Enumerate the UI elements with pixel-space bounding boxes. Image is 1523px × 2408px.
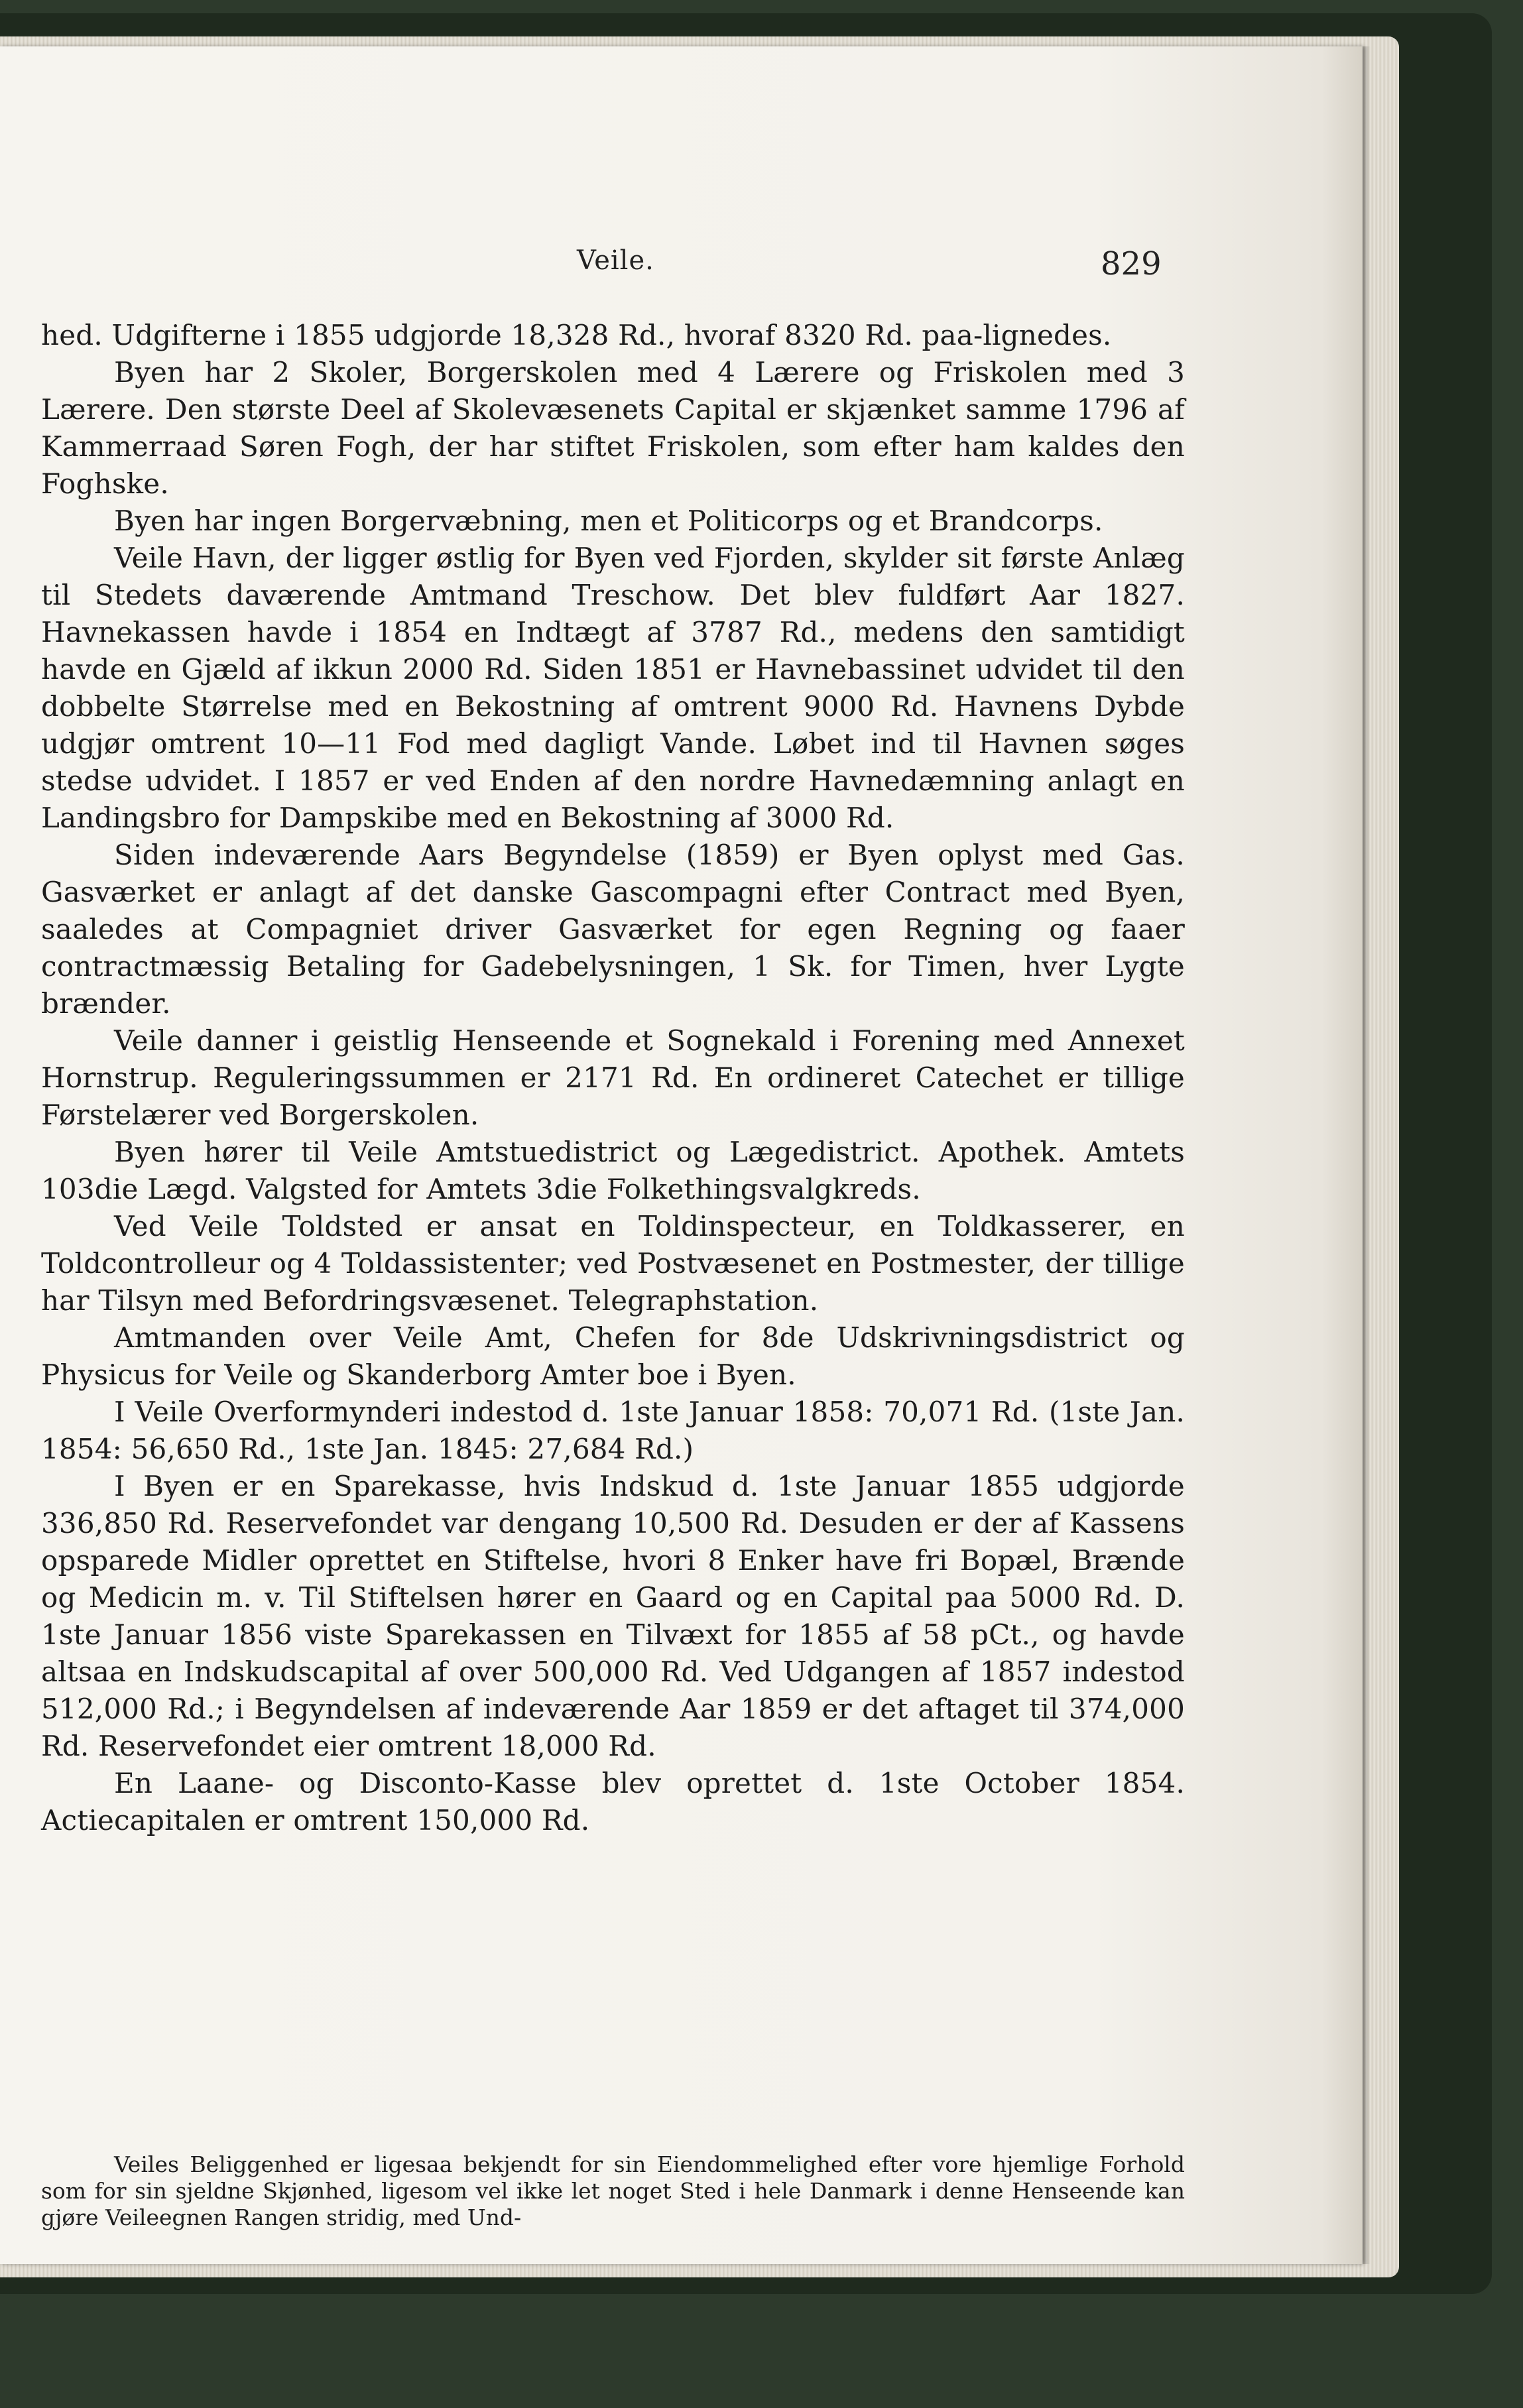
paragraph: Byen hører til Veile Amtstuedistrict og Lægedistrict. Apothek. Amtets 103die Lægd. Valgsted for Amtets 3die Folkethingsvalgkreds. <box>41 1136 1185 1205</box>
body-text <box>41 317 1185 1839</box>
paragraph: Veile danner i geistlig Henseende et Sognekald i Forening med Annexet Hornstrup. Reguleringssummen er 2171 Rd. En ordineret Catechet er tillige Førstelærer ved Borgerskolen. <box>41 1024 1185 1131</box>
paragraph: hed. Udgifterne i 1855 udgjorde 18,328 Rd., hvoraf 8320 Rd. paa-lignedes. <box>41 319 1112 351</box>
paragraph: Byen har ingen Borgervæbning, men et Politicorps og et Brandcorps. <box>114 505 1103 537</box>
paragraph: Amtmanden over Veile Amt, Chefen for 8de Udskrivningsdistrict og Physicus for Veile og Skanderborg Amter boe i Byen. <box>41 1321 1185 1391</box>
footnote: Veiles Beliggenhed er ligesaa bekjendt for sin Eiendommelighed efter vore hjemlige Forhold som for sin sjeldne Skjønhed, ligesom vel ikke let noget Sted i hele Danmark i denne Henseende kan gjøre Veileegnen Rangen stridig, med Und- <box>41 2151 1185 2230</box>
paragraph: Veile Havn, der ligger østlig for Byen ved Fjorden, skylder sit første Anlæg til Stedets daværende Amtmand Treschow. Det blev fuldført Aar 1827. Havnekassen havde i 1854 en Indtægt af 3787 Rd., medens den samtidigt havde en Gjæld af ikkun 2000 Rd. Siden 1851 er Havnebassinet udvidet til den dobbelte Størrelse med en Bekostning af omtrent 9000 Rd. Havnens Dybde udgjør omtrent 10—11 Fod med dagligt Vande. Løbet ind til Havnen søges stedse udvidet. I 1857 er ved Enden af den nordre Havnedæmning anlagt en Landingsbro for Dampskibe med en Bekostning af 3000 Rd. <box>41 542 1185 834</box>
running-head <box>0 245 1363 285</box>
paragraph: Byen har 2 Skoler, Borgerskolen med 4 Lærere og Friskolen med 3 Lærere. Den største Deel af Skolevæsenets Capital er skjænket samme 1796 af Kammerraad Søren Fogh, der har stiftet Friskolen, som efter ham kaldes den Foghske. <box>41 356 1185 500</box>
paragraph: En Laane- og Disconto-Kasse blev oprettet d. 1ste October 1854. Actiecapitalen er omtrent 150,000 Rd. <box>41 1767 1185 1836</box>
book-page <box>0 46 1363 2264</box>
paragraph: Ved Veile Toldsted er ansat en Toldinspecteur, en Toldkasserer, en Toldcontrolleur og 4 Toldassistenter; ved Postvæsenet en Postmester, der tillige har Tilsyn med Befordringsvæsenet. Telegraphstation. <box>41 1210 1185 1317</box>
paragraph: I Veile Overformynderi indestod d. 1ste Januar 1858: 70,071 Rd. (1ste Jan. 1854: 56,650 Rd., 1ste Jan. 1845: 27,684 Rd.) <box>41 1396 1185 1465</box>
page-gutter-shadow <box>1363 46 1371 2264</box>
paragraph: Siden indeværende Aars Begyndelse (1859) er Byen oplyst med Gas. Gasværket er anlagt af det danske Gascompagni efter Contract med Byen, saaledes at Compagniet driver Gasværket for egen Regning og faaer contractmæssig Betaling for Gadebelysningen, 1 Sk. for Timen, hver Lygte brænder. <box>41 839 1185 1020</box>
page-number: 829 <box>1101 245 1162 282</box>
paragraph: I Byen er en Sparekasse, hvis Indskud d. 1ste Januar 1855 udgjorde 336,850 Rd. Reservefondet var dengang 10,500 Rd. Desuden er der af Kassens opsparede Midler oprettet en Stiftelse, hvori 8 Enker have fri Bopæl, Brænde og Medicin m. v. Til Stiftelsen hører en Gaard og en Capital paa 5000 Rd. D. 1ste Januar 1856 viste Sparekassen en Tilvæxt for 1855 af 58 pCt., og havde altsaa en Indskudscapital af over 500,000 Rd. Ved Udgangen af 1857 indestod 512,000 Rd.; i Begyndelsen af indeværende Aar 1859 er det aftaget til 374,000 Rd. Reservefondet eier omtrent 18,000 Rd. <box>41 1470 1185 1762</box>
running-head-title: Veile. <box>577 245 654 276</box>
